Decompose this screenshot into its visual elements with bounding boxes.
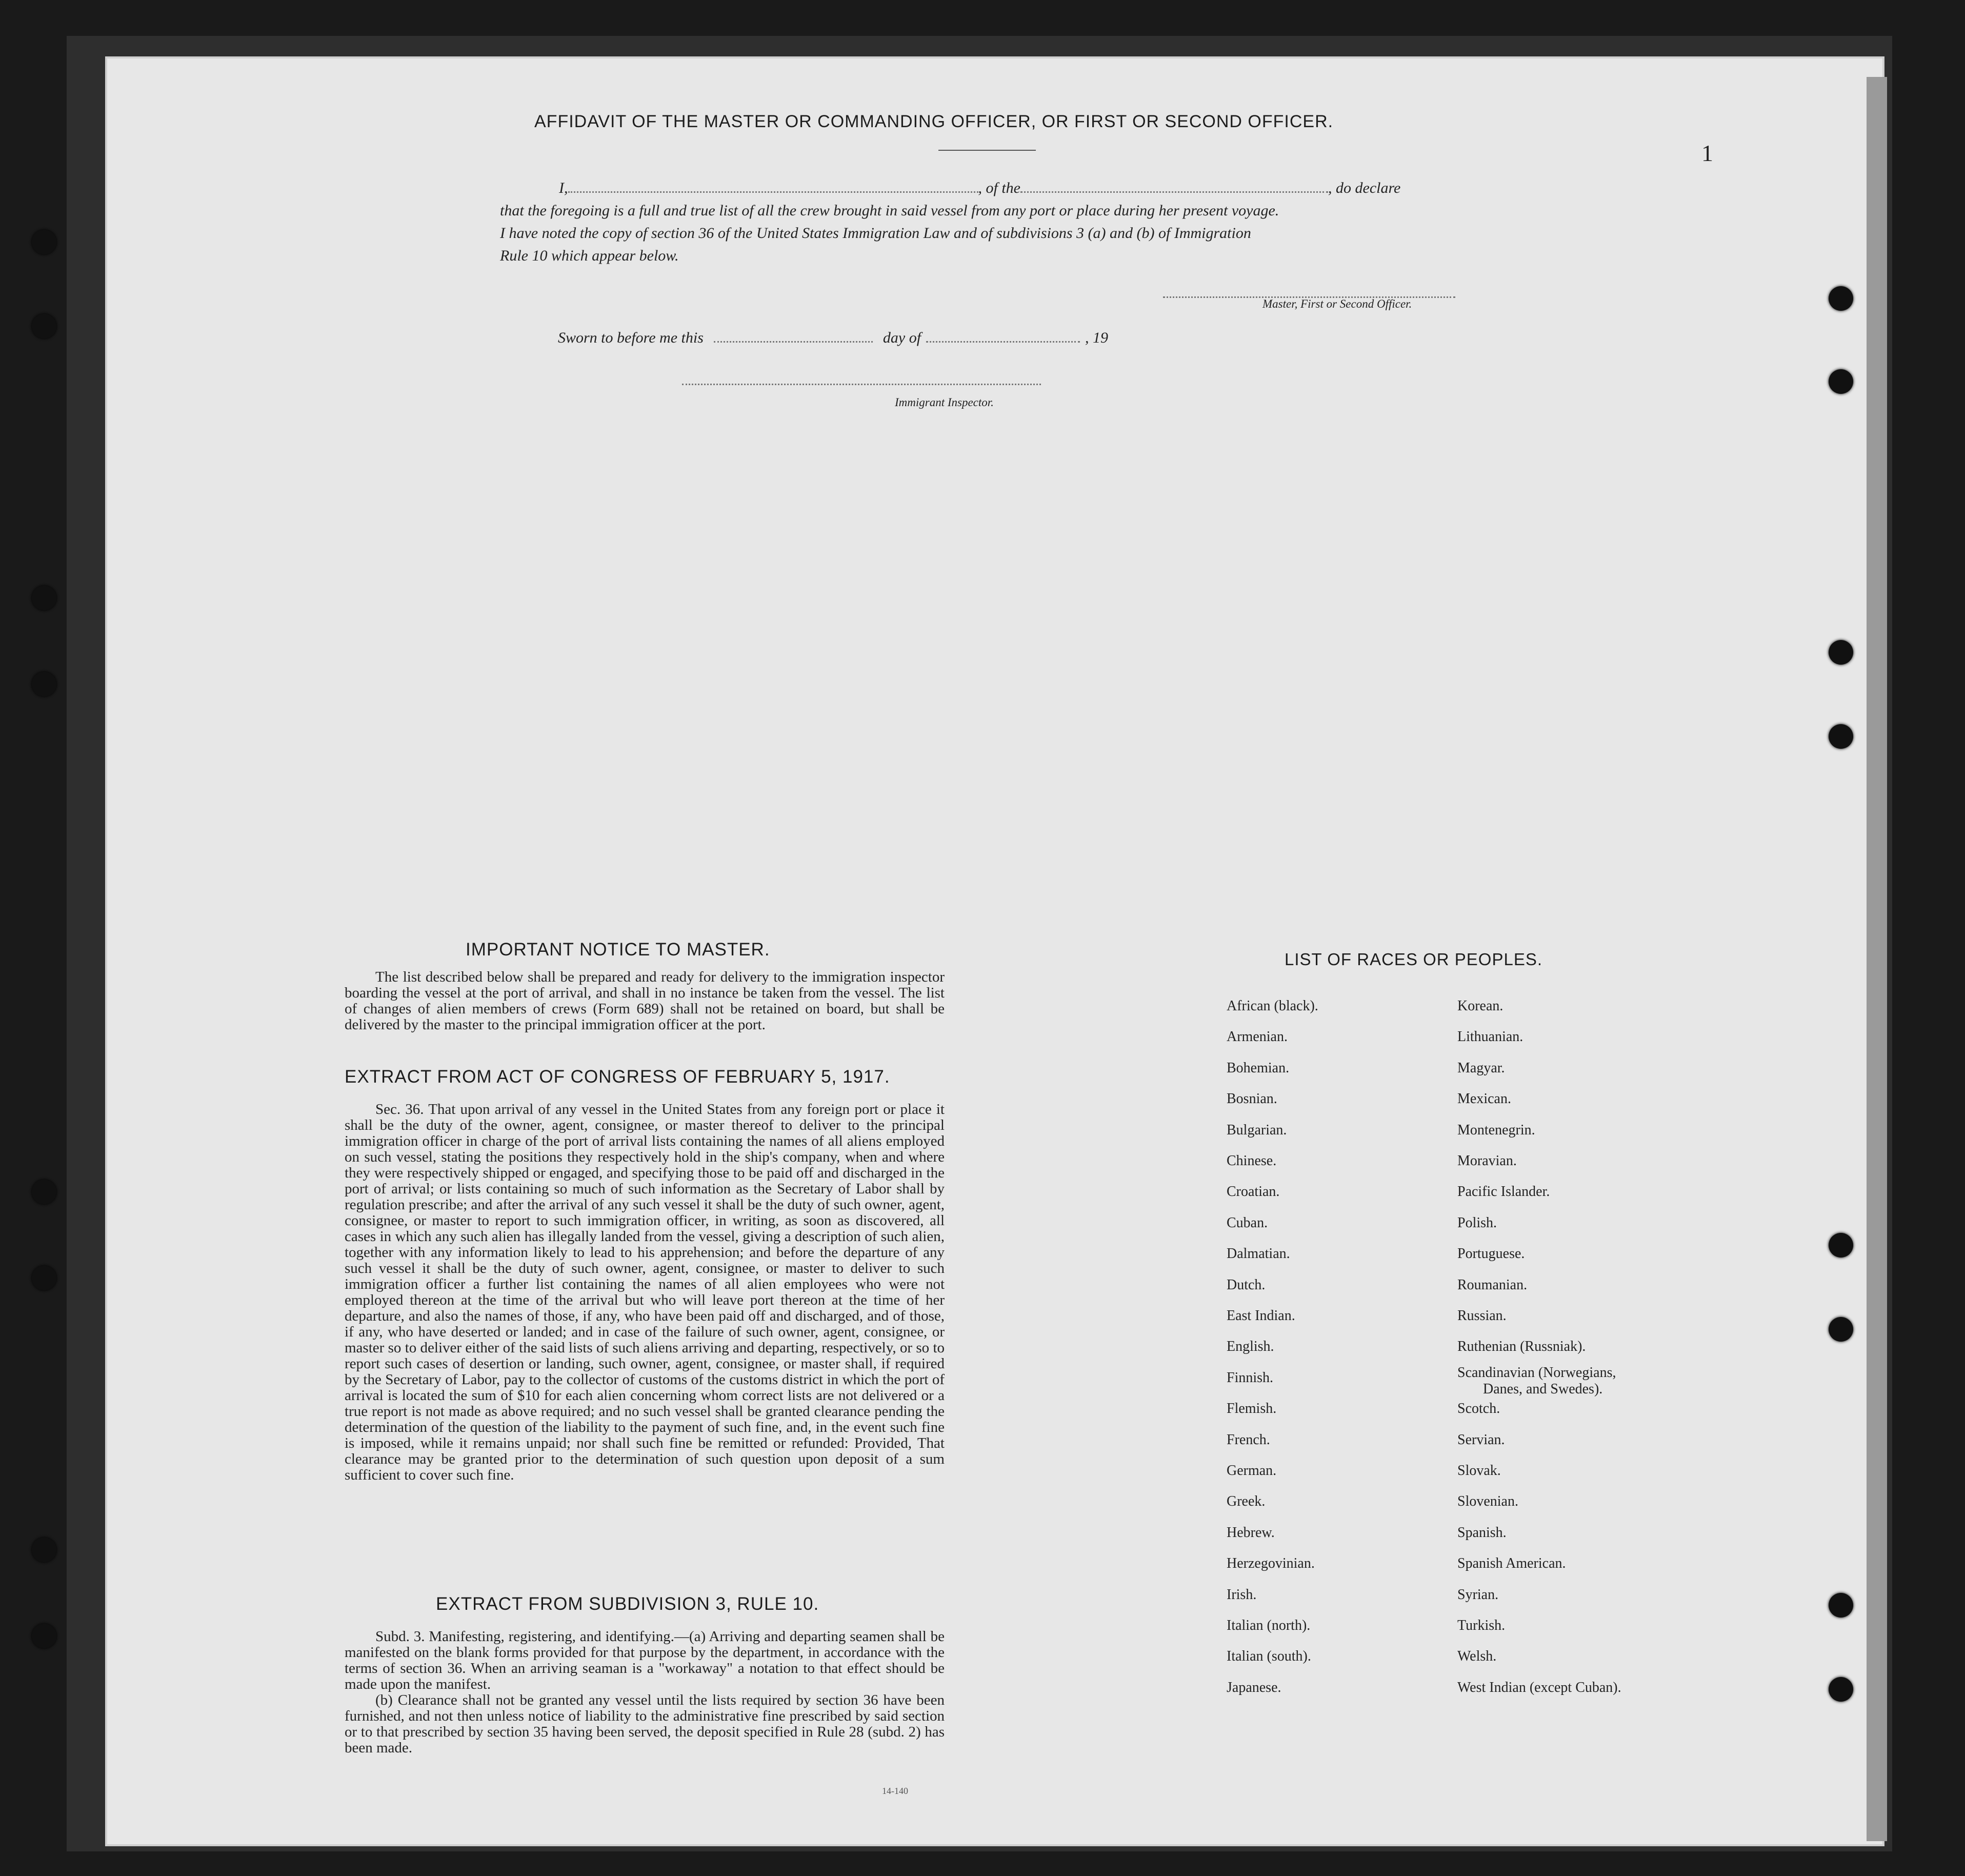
do-declare-label: , do declare bbox=[1328, 179, 1401, 196]
binder-hole bbox=[32, 230, 56, 254]
race-item: Scandinavian (Norwegians, bbox=[1457, 1364, 1616, 1381]
race-item: Montenegrin. bbox=[1457, 1122, 1535, 1138]
signature-label: Master, First or Second Officer. bbox=[1262, 297, 1412, 310]
day-of-label: day of bbox=[883, 329, 921, 346]
race-item: French. bbox=[1227, 1431, 1270, 1448]
race-item: Roumanian. bbox=[1457, 1276, 1528, 1293]
race-item: Croatian. bbox=[1227, 1184, 1280, 1200]
i-label: I, bbox=[559, 179, 568, 196]
race-item: Cuban. bbox=[1227, 1214, 1268, 1231]
rule-extract-text bbox=[345, 1629, 945, 1756]
race-item: Herzegovinian. bbox=[1227, 1555, 1315, 1572]
declaration-line-4: Rule 10 which appear below. bbox=[500, 247, 679, 264]
act-section-36: Sec. 36. That upon arrival of any vessel in the United States from any foreign port or place it shall be the duty of the owner, agent, consignee, or master thereof to deliver to the principal immigration officer in charge of the port of arrival lists containing the names of all aliens employed on such vessel, stating the positions they respectively hold in the ship's company, when and where they were respectively shipped or engaged, and specifying those to be paid off and discharged in the port of arrival; or lists containing so much of such information as the Secretary of Labor shall by regulation prescribe; and after the arrival of any such vessel it shall be the duty of such owner, agent, consignee, or master to report to such immigration officer, in writing, as soon as discovered, all cases in which any such alien has illegally landed from the vessel, giving a description of such alien, together with any information likely to lead to his apprehension; and before the departure of any such vessel it shall be the duty of such owner, agent, consignee, or master to deliver to such immigration officer a further list containing the names of all alien employees who were not employed thereon at the time of the arrival but who will leave port thereon at the time of her departure, and also the names of those, if any, who have been paid off and discharged, and of those, if any, who have deserted or landed; and in case of the failure of such owner, agent, consignee, or master so to deliver either of the said lists of such aliens arriving and departing, respectively, or so to report such cases of desertion or landing, such owner, agent, consignee, or master shall, if required by the Secretary of Labor, pay to the collector of customs of the customs district in which the port of arrival is located the sum of $10 for each alien concerning whom correct lists are not delivered or a true report is not made as above required; and no such vessel shall be granted clearance pending the determination of the question of the liability to the payment of such fine, and, in the event such fine is imposed, while it remains unpaid; nor shall such fine be remitted or refunded: Provided, That clearance may be granted prior to the determination of such question upon deposit of a sum sufficient to cover such fine. bbox=[345, 1101, 945, 1483]
notice-text bbox=[345, 969, 945, 1033]
binder-hole bbox=[1829, 1593, 1853, 1618]
race-item: Servian. bbox=[1457, 1431, 1505, 1448]
race-item: Danes, and Swedes). bbox=[1483, 1381, 1603, 1397]
race-item: German. bbox=[1227, 1463, 1277, 1479]
race-item: Bohemian. bbox=[1227, 1060, 1290, 1076]
race-item: Chinese. bbox=[1227, 1153, 1277, 1169]
race-item: West Indian (except Cuban). bbox=[1457, 1679, 1621, 1695]
page-number: 1 bbox=[1701, 140, 1713, 166]
notice-title: IMPORTANT NOTICE TO MASTER. bbox=[466, 940, 770, 960]
race-item: Slovak. bbox=[1457, 1463, 1501, 1479]
race-item: Lithuanian. bbox=[1457, 1029, 1523, 1045]
rule-subdivision-a: Subd. 3. Manifesting, registering, and identifying.—(a) Arriving and departing seamen shall be manifested on the blank forms provided for that purpose by the department, in accordance with the terms of section 36. When an arriving seaman is a "workaway" a notation to that effect should be made upon the manifest. bbox=[345, 1628, 945, 1692]
page-edge bbox=[1867, 77, 1887, 1841]
binder-hole bbox=[1829, 640, 1853, 665]
race-item: Korean. bbox=[1457, 998, 1503, 1014]
race-item: Irish. bbox=[1227, 1586, 1257, 1603]
of-the-label: , of the bbox=[978, 179, 1020, 196]
sworn-line bbox=[558, 329, 1108, 347]
affidavit-declaration bbox=[500, 177, 1490, 267]
race-item: Russian. bbox=[1457, 1308, 1507, 1324]
race-item: Bulgarian. bbox=[1227, 1122, 1287, 1138]
race-item: Greek. bbox=[1227, 1493, 1266, 1510]
race-item: Armenian. bbox=[1227, 1029, 1288, 1045]
sworn-label: Sworn to before me this bbox=[558, 329, 704, 346]
race-item: Hebrew. bbox=[1227, 1524, 1275, 1541]
races-title: LIST OF RACES OR PEOPLES. bbox=[1285, 950, 1543, 969]
race-item: Slovenian. bbox=[1457, 1493, 1518, 1510]
race-item: Japanese. bbox=[1227, 1679, 1281, 1695]
race-item: Moravian. bbox=[1457, 1153, 1517, 1169]
rule-extract-title: EXTRACT FROM SUBDIVISION 3, RULE 10. bbox=[436, 1594, 819, 1614]
races-left-column bbox=[1227, 998, 1432, 1695]
race-item: Spanish American. bbox=[1457, 1555, 1566, 1572]
binder-hole bbox=[1829, 1677, 1853, 1702]
act-extract-title: EXTRACT FROM ACT OF CONGRESS OF FEBRUARY 5, 1917. bbox=[345, 1067, 890, 1087]
race-item: Flemish. bbox=[1227, 1401, 1277, 1417]
name-blank bbox=[568, 191, 978, 193]
race-item: Syrian. bbox=[1457, 1586, 1499, 1603]
affidavit-title: AFFIDAVIT OF THE MASTER OR COMMANDING OFFICER, OR FIRST OR SECOND OFFICER. bbox=[534, 112, 1334, 131]
race-item: Finnish. bbox=[1227, 1369, 1274, 1386]
declaration-line-3: I have noted the copy of section 36 of the United States Immigration Law and of subdivisions 3 (a) and (b) of Immigration bbox=[500, 225, 1251, 242]
year-label: , 19 bbox=[1085, 329, 1109, 346]
race-item: Ruthenian (Russniak). bbox=[1457, 1339, 1586, 1355]
race-item: Welsh. bbox=[1457, 1648, 1497, 1665]
binder-hole bbox=[32, 1266, 56, 1290]
binder-hole bbox=[32, 314, 56, 338]
binder-hole bbox=[1829, 1317, 1853, 1342]
divider bbox=[938, 150, 1036, 151]
race-item: Turkish. bbox=[1457, 1618, 1506, 1633]
race-item: African (black). bbox=[1227, 998, 1318, 1014]
binder-hole bbox=[32, 672, 56, 696]
race-item: East Indian. bbox=[1227, 1308, 1295, 1324]
binder-hole bbox=[1829, 369, 1853, 394]
inspector-signature-line bbox=[682, 384, 1041, 385]
binder-hole bbox=[32, 1180, 56, 1204]
binder-hole bbox=[1829, 286, 1853, 311]
race-item: Portuguese. bbox=[1457, 1246, 1525, 1262]
binder-hole bbox=[1829, 1233, 1853, 1258]
inspector-label: Immigrant Inspector. bbox=[895, 396, 994, 409]
race-item: Mexican. bbox=[1457, 1091, 1511, 1107]
sworn-month-blank bbox=[926, 341, 1080, 343]
race-item: English. bbox=[1227, 1339, 1274, 1355]
binder-hole bbox=[32, 1538, 56, 1562]
form-number: 14-140 bbox=[882, 1786, 908, 1796]
race-item: Italian (north). bbox=[1227, 1618, 1311, 1633]
declaration-line-1 bbox=[500, 177, 1490, 199]
race-item: Italian (south). bbox=[1227, 1648, 1311, 1665]
declaration-line-2: that the foregoing is a full and true list of all the crew brought in said vessel from any port or place during her present voyage. bbox=[500, 202, 1279, 219]
binder-hole bbox=[1829, 724, 1853, 749]
race-item: Polish. bbox=[1457, 1214, 1497, 1231]
vessel-blank bbox=[1020, 191, 1328, 193]
act-extract-text bbox=[345, 1102, 945, 1483]
rule-subdivision-b: (b) Clearance shall not be granted any vessel until the lists required by section 36 have been furnished, and not then unless notice of liability to the administrative fine prescribed by said section or to that prescribed by section 35 having been served, the deposit specified in Rule 28 (subd. 2) has been made. bbox=[345, 1692, 945, 1756]
race-item: Dutch. bbox=[1227, 1276, 1266, 1293]
binder-hole bbox=[32, 1624, 56, 1648]
races-right-column bbox=[1457, 998, 1703, 1695]
race-item: Bosnian. bbox=[1227, 1091, 1277, 1107]
notice-paragraph: The list described below shall be prepared and ready for delivery to the immigration inspector boarding the vessel at the port of arrival, and shall in no instance be taken from the vessel. The list of changes of alien members of crews (Form 689) shall not be retained on board, but shall be delivered by the master to the principal immigration officer at the port. bbox=[345, 969, 945, 1033]
race-item: Scotch. bbox=[1457, 1401, 1500, 1417]
race-item: Pacific Islander. bbox=[1457, 1184, 1550, 1200]
race-item: Spanish. bbox=[1457, 1524, 1507, 1541]
race-item: Dalmatian. bbox=[1227, 1246, 1290, 1262]
sworn-day-blank bbox=[714, 341, 873, 343]
race-item: Magyar. bbox=[1457, 1060, 1505, 1076]
binder-hole bbox=[32, 586, 56, 610]
